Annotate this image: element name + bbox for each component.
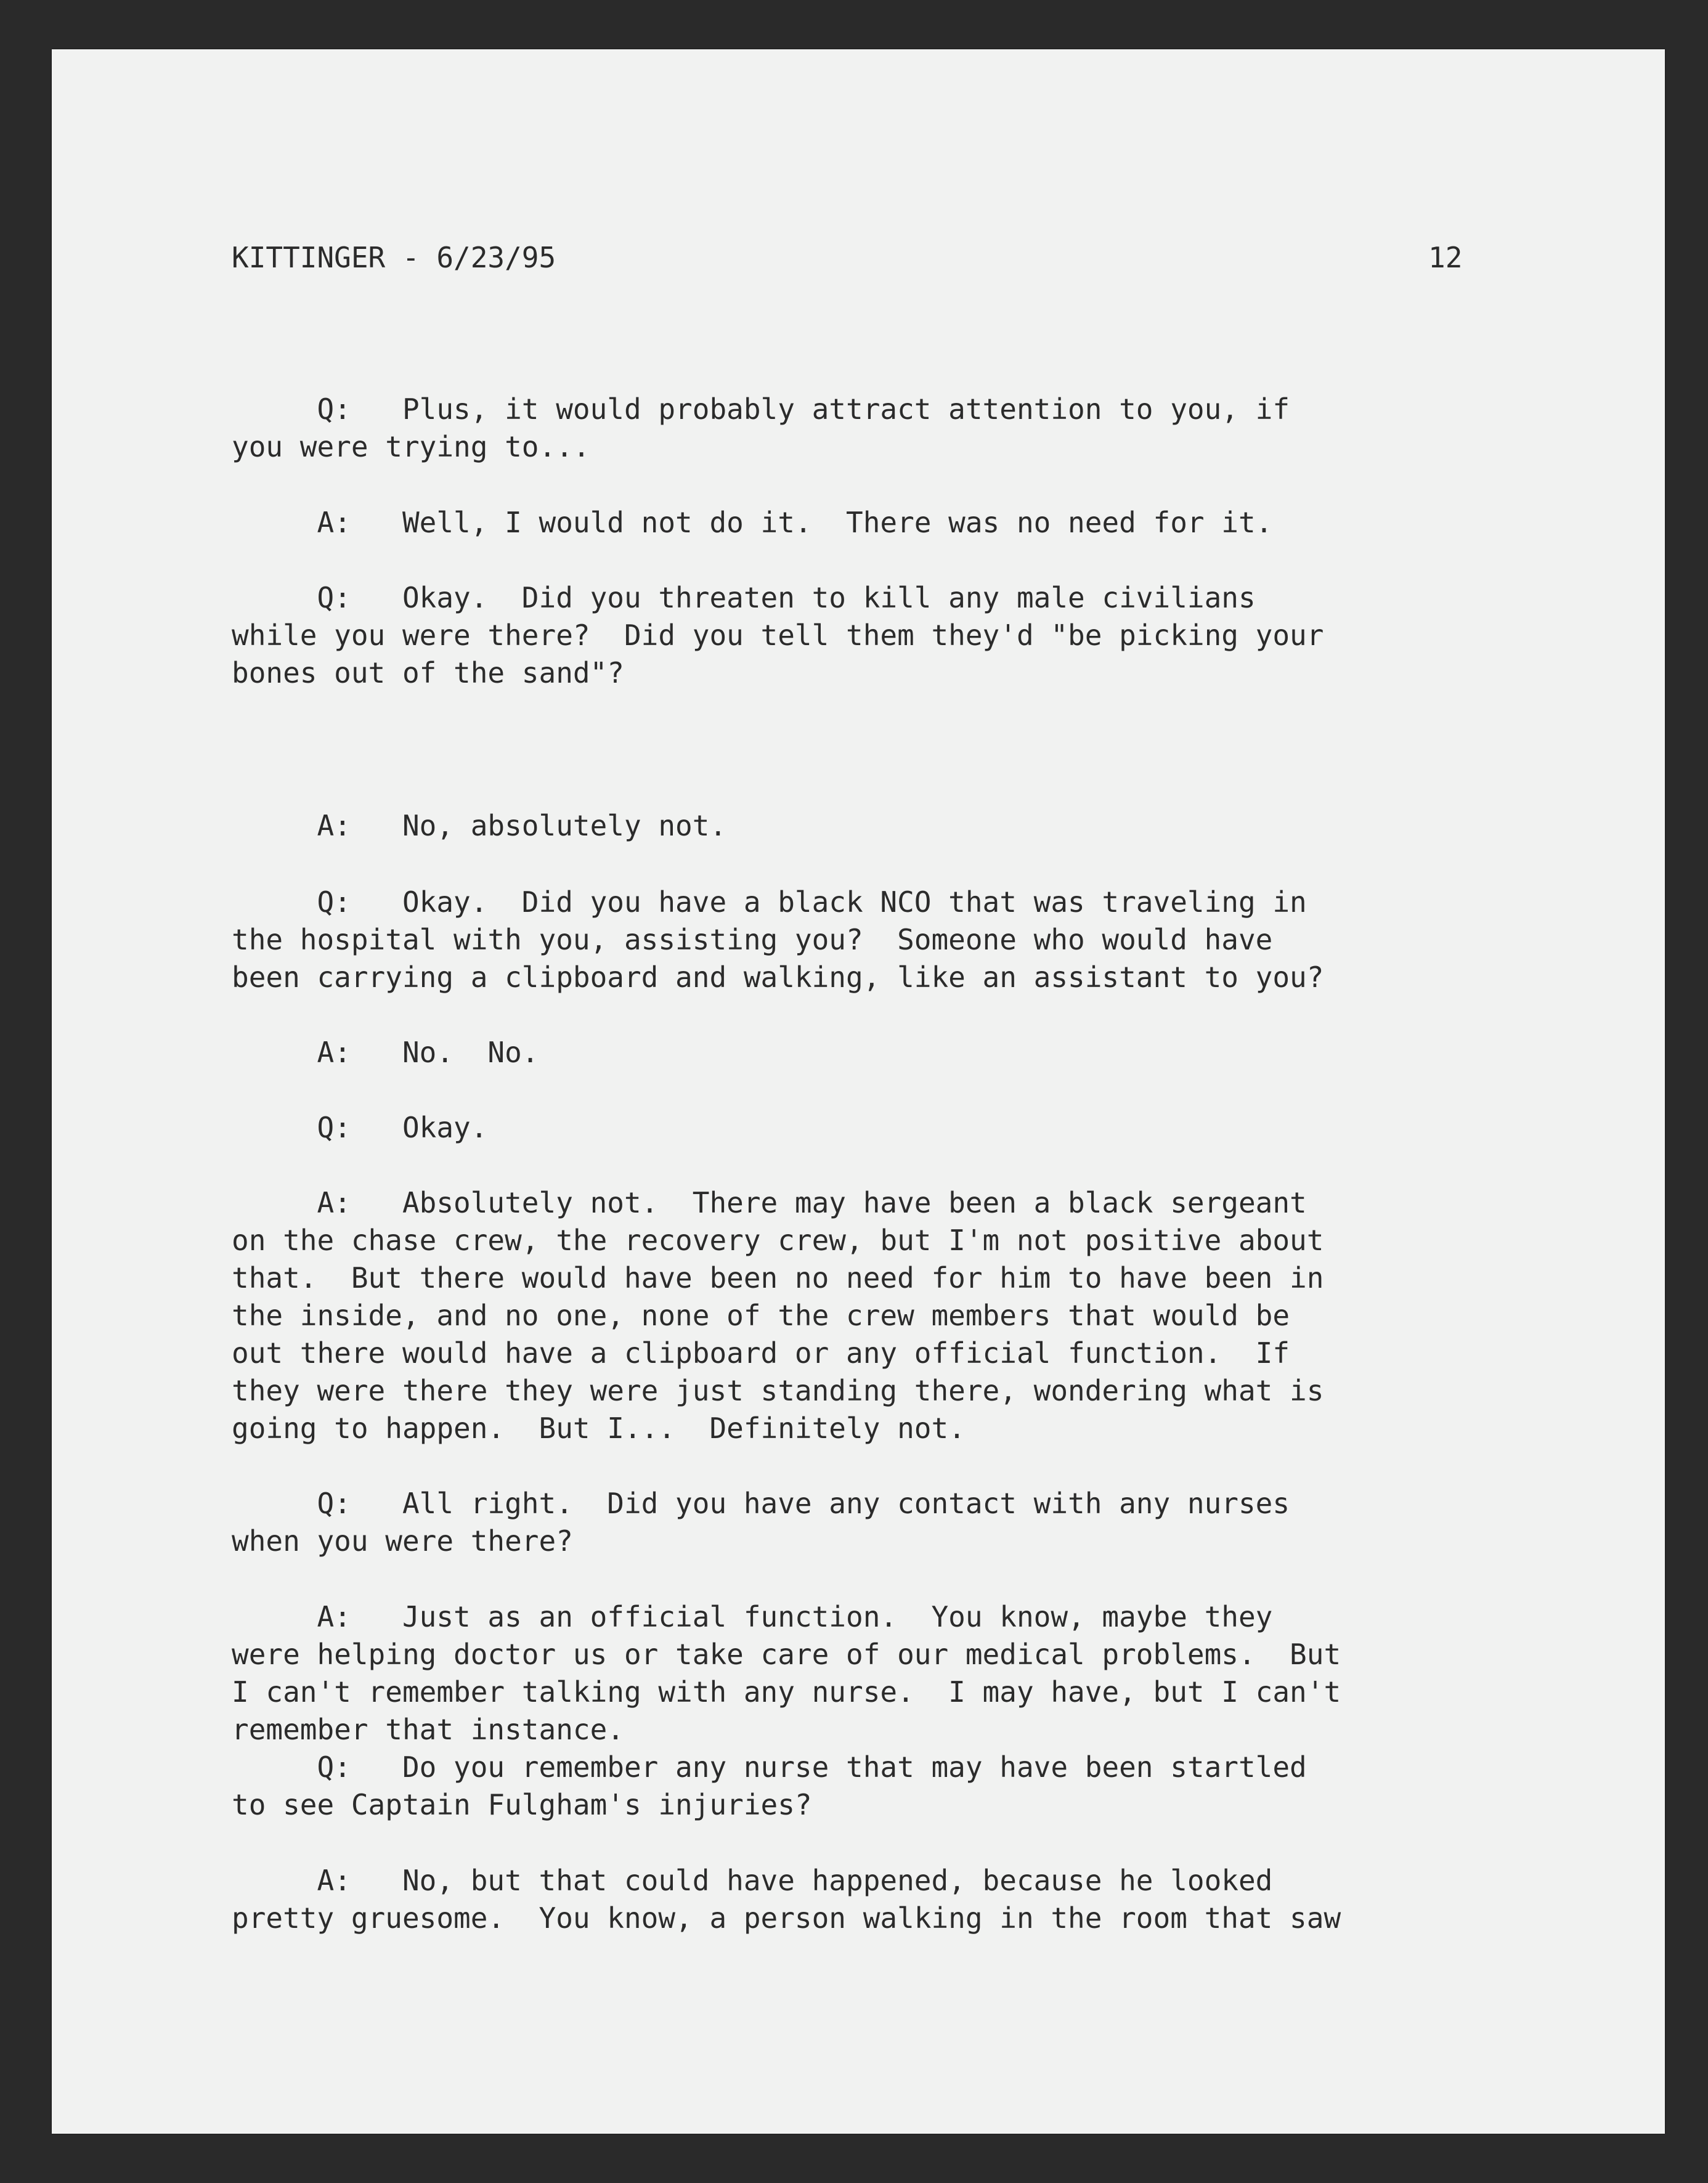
transcript-paragraph bbox=[232, 884, 1324, 996]
transcript-line: the hospital with you, assisting you? Someone who would have bbox=[232, 923, 1273, 956]
transcript-paragraph bbox=[232, 1485, 1290, 1560]
transcript-line: you were trying to... bbox=[232, 430, 590, 463]
transcript-paragraph bbox=[232, 1749, 1307, 1824]
transcript-line: bones out of the sand"? bbox=[232, 656, 624, 689]
document-page bbox=[52, 49, 1665, 2134]
transcript-line: the inside, and no one, none of the crew members that would be bbox=[232, 1299, 1290, 1332]
transcript-paragraph bbox=[232, 391, 1290, 466]
transcript-line: A: No. No. bbox=[232, 1036, 539, 1069]
transcript-line: Q: Okay. bbox=[232, 1111, 488, 1144]
transcript-paragraph bbox=[232, 1598, 1341, 1749]
transcript-line: remember that instance. bbox=[232, 1713, 624, 1746]
transcript-line: on the chase crew, the recovery crew, but I'm not positive about bbox=[232, 1224, 1324, 1257]
transcript-line: Q: Okay. Did you have a black NCO that was traveling in bbox=[232, 885, 1307, 919]
transcript-line: been carrying a clipboard and walking, like an assistant to you? bbox=[232, 961, 1324, 994]
transcript-line: they were there they were just standing there, wondering what is bbox=[232, 1374, 1324, 1407]
transcript-line: that. But there would have been no need for him to have been in bbox=[232, 1261, 1324, 1295]
transcript-paragraph bbox=[232, 1184, 1324, 1447]
transcript-paragraph bbox=[232, 1862, 1341, 1937]
transcript-line: pretty gruesome. You know, a person walking in the room that saw bbox=[232, 1901, 1341, 1935]
transcript-paragraph bbox=[232, 807, 726, 845]
transcript-line: I can't remember talking with any nurse. I may have, but I can't bbox=[232, 1675, 1341, 1709]
transcript-line: Q: Okay. Did you threaten to kill any male civilians bbox=[232, 581, 1256, 614]
transcript-line: to see Captain Fulgham's injuries? bbox=[232, 1788, 812, 1821]
transcript-line: A: Absolutely not. There may have been a black sergeant bbox=[232, 1186, 1307, 1219]
transcript-line: A: Just as an official function. You know, maybe they bbox=[232, 1600, 1273, 1633]
transcript-line: A: No, absolutely not. bbox=[232, 809, 727, 842]
transcript-paragraph bbox=[232, 504, 1272, 542]
transcript-line: going to happen. But I... Definitely not. bbox=[232, 1412, 966, 1445]
transcript-paragraph bbox=[232, 1034, 539, 1071]
transcript-line: Q: All right. Did you have any contact with any nurses bbox=[232, 1487, 1290, 1520]
transcript-paragraph bbox=[232, 579, 1324, 692]
header-title: KITTINGER - 6/23/95 bbox=[232, 241, 556, 274]
transcript-line: Q: Do you remember any nurse that may have been startled bbox=[232, 1750, 1307, 1784]
transcript-line: A: Well, I would not do it. There was no need for it. bbox=[232, 506, 1273, 539]
transcript-line: were helping doctor us or take care of our medical problems. But bbox=[232, 1638, 1341, 1671]
transcript-line: out there would have a clipboard or any official function. If bbox=[232, 1336, 1290, 1370]
page-number: 12 bbox=[1428, 241, 1463, 274]
transcript-line: A: No, but that could have happened, because he looked bbox=[232, 1864, 1273, 1897]
transcript-line: when you were there? bbox=[232, 1524, 573, 1558]
transcript-paragraph bbox=[232, 1109, 487, 1147]
transcript-line: Q: Plus, it would probably attract attention to you, if bbox=[232, 392, 1290, 426]
transcript-line: while you were there? Did you tell them they'd "be picking your bbox=[232, 619, 1324, 652]
